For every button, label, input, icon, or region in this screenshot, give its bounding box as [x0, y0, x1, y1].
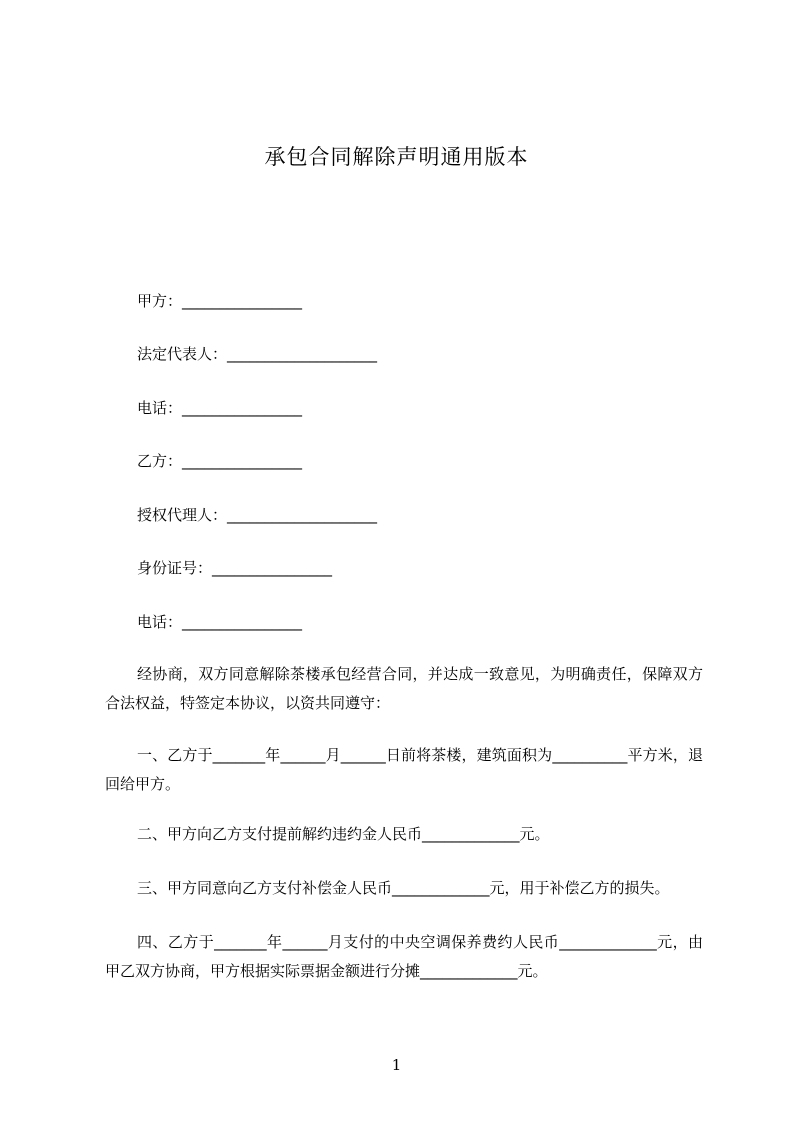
legal-representative-field: 法定代表人：____________________ — [137, 345, 378, 363]
clause-1-text: 一、乙方于_______年______月______日前将茶楼，建筑面积为__________平方米，退回给甲方。 — [105, 746, 703, 793]
clause-2 — [105, 820, 703, 849]
clause-4 — [105, 928, 703, 986]
clause-2-text: 二、甲方向乙方支付提前解约违约金人民币_____________元。 — [137, 825, 550, 843]
authorized-agent-field: 授权代理人：____________________ — [137, 506, 378, 524]
intro-text: 经协商，双方同意解除茶楼承包经营合同，并达成一致意见，为明确责任，保障双方合法权益，特签定本协议，以资共同遵守： — [105, 665, 703, 712]
clause-3-text: 三、甲方同意向乙方支付补偿金人民币_____________元，用于补偿乙方的损失。 — [137, 879, 670, 897]
clause-3 — [105, 874, 703, 903]
phone-b-field: 电话：________________ — [137, 613, 303, 631]
clause-4-text: 四、乙方于_______年______月支付的中央空调保养费约人民币_____________元，由甲乙双方协商，甲方根据实际票据金额进行分摊_____________元。 — [105, 933, 703, 980]
page-number: 1 — [391, 1056, 402, 1074]
clause-1 — [105, 741, 703, 799]
phone-a-field: 电话：________________ — [137, 399, 303, 417]
intro-paragraph — [105, 660, 703, 718]
id-number-field: 身份证号：________________ — [137, 559, 333, 577]
party-b-field: 乙方：________________ — [137, 452, 303, 470]
party-a-field: 甲方：________________ — [137, 292, 303, 310]
document-title: 承包合同解除声明通用版本 — [264, 145, 529, 169]
